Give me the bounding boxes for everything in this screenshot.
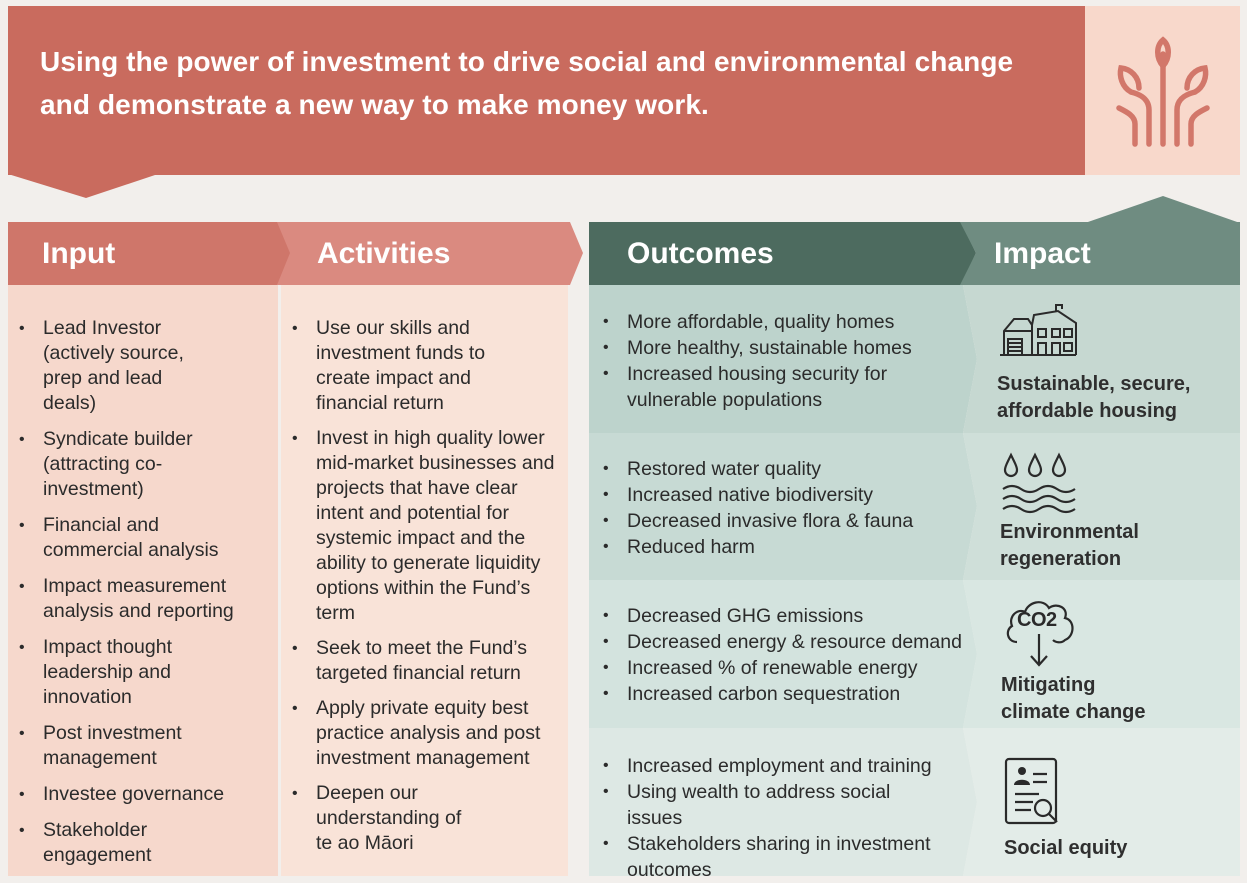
input-header: [8, 222, 291, 285]
list-item: • Using wealth to address social issues: [601, 779, 951, 831]
impact-label-line: Sustainable, secure,: [997, 373, 1191, 395]
outcome-list: [601, 753, 951, 883]
impact-label-social: Social equity: [1004, 837, 1128, 859]
activities-column: [281, 285, 568, 876]
outcomes-title: Outcomes: [627, 236, 774, 270]
house-icon: [998, 303, 1078, 359]
list-item: • Decreased invasive flora & fauna: [601, 508, 951, 534]
water-drops-icon: [1001, 451, 1077, 515]
list-item: • Seek to meet the Fund’s targeted financial return: [290, 636, 541, 686]
list-item: • Impact thought leadership and innovation: [17, 635, 218, 710]
list-item: • Invest in high quality lower mid-market businesses and projects that have clear intent and potential for systemic impact and the ability to generate liquidity options within the Fund’s term: [290, 426, 556, 626]
impact-label-line: affordable housing: [997, 400, 1177, 422]
logo-panel: [1085, 6, 1240, 175]
impact-label-line: regeneration: [1000, 548, 1122, 570]
outcome-list: [601, 309, 951, 413]
impact-label-line: Mitigating: [1001, 674, 1096, 696]
impact-label-environment: [1000, 519, 1139, 573]
input-column: [8, 285, 278, 876]
list-item: • Increased housing security for vulnerable populations: [601, 361, 917, 413]
list-item: • Increased employment and training: [601, 753, 951, 779]
list-item: • Syndicate builder (attracting co-investment): [17, 427, 193, 502]
activities-title: Activities: [317, 236, 451, 270]
list-item: • Decreased GHG emissions: [601, 603, 971, 629]
outcome-row-social: [589, 728, 1247, 881]
outcome-list: [601, 603, 971, 707]
impact-header: [960, 222, 1240, 285]
sprout-icon: [1113, 36, 1213, 148]
outcomes-header: [589, 222, 976, 285]
activities-header: [277, 222, 583, 285]
co2-cloud-icon: [1003, 594, 1079, 668]
list-item: • Apply private equity best practice analysis and post investment management: [290, 696, 548, 771]
list-item: • More affordable, quality homes: [601, 309, 951, 335]
impact-title: Impact: [994, 236, 1091, 270]
outcome-row-housing: [589, 285, 1247, 433]
list-item: • More healthy, sustainable homes: [601, 335, 951, 361]
outcome-row-environment: [589, 433, 1247, 580]
list-item: • Decreased energy & resource demand: [601, 629, 971, 655]
page-title: Using the power of investment to drive social and environmental change and demonstrate a new way to make money work.: [40, 46, 1014, 120]
list-item: • Use our skills and investment funds to create impact and financial return: [290, 316, 516, 416]
list-item: • Post investment management: [17, 721, 218, 771]
list-item: • Restored water quality: [601, 456, 951, 482]
impact-label-line: Environmental: [1000, 521, 1139, 543]
list-item: • Stakeholder engagement: [17, 818, 183, 868]
activities-list: [290, 316, 555, 866]
list-item: • Impact measurement analysis and reporting: [17, 574, 272, 624]
outcome-list: [601, 456, 951, 560]
list-item: • Financial and commercial analysis: [17, 513, 233, 563]
banner-pointer: [8, 174, 158, 200]
list-item: • Reduced harm: [601, 534, 951, 560]
input-list: [17, 316, 272, 879]
list-item: • Lead Investor (actively source, prep and lead deals): [17, 316, 213, 416]
impact-label-line: climate change: [1001, 701, 1146, 723]
input-title: Input: [42, 236, 116, 270]
list-item: • Increased carbon sequestration: [601, 681, 971, 707]
co2-label: CO2: [1017, 609, 1057, 631]
list-item: • Deepen our understanding of te ao Māori: [290, 781, 476, 856]
list-item: • Increased % of renewable energy: [601, 655, 971, 681]
list-item: • Increased native biodiversity: [601, 482, 951, 508]
profile-document-icon: [1003, 756, 1063, 828]
outcome-row-climate: [589, 580, 1247, 728]
list-item: • Stakeholders sharing in investment outcomes: [601, 831, 947, 883]
list-item: • Investee governance: [17, 782, 272, 807]
impact-label-housing: [997, 371, 1190, 425]
impact-arrow-tip: [1085, 195, 1240, 223]
impact-label-climate: [1001, 672, 1146, 726]
